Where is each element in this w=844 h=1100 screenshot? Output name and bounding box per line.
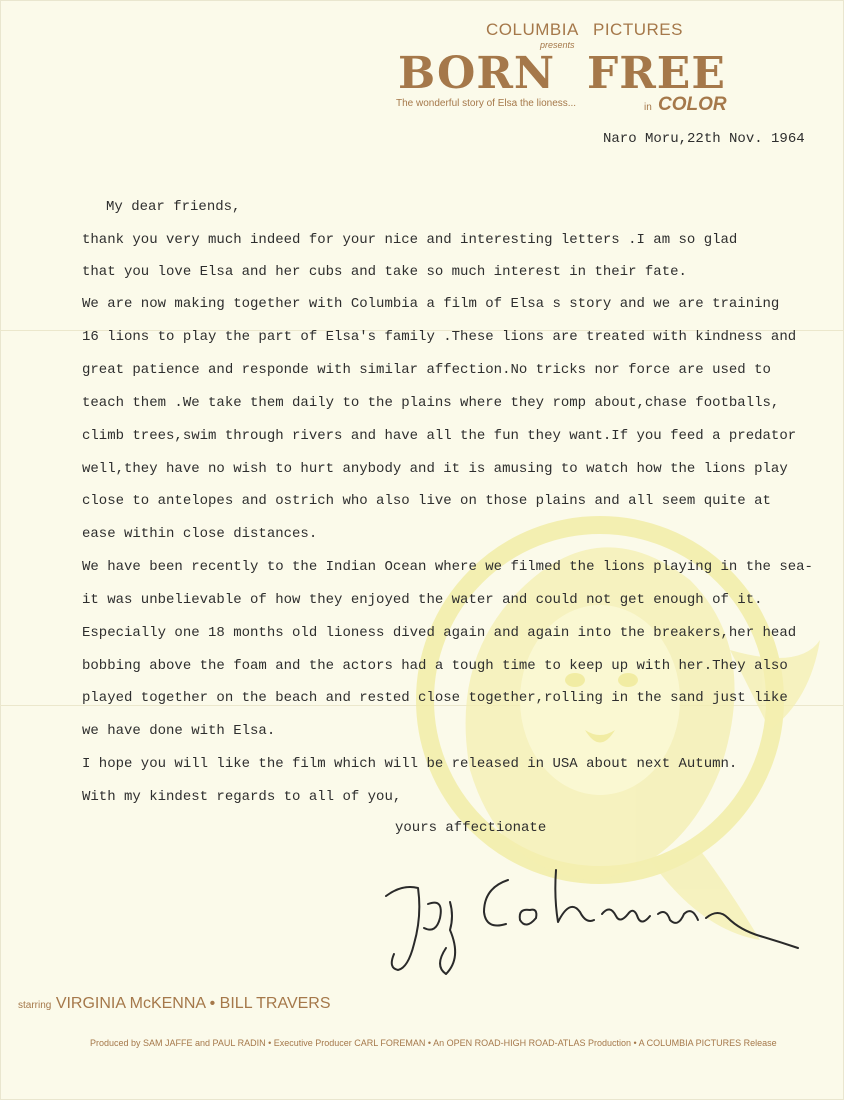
letter-line: bobbing above the foam and the actors had a tough time to keep up with her.They also (82, 658, 788, 674)
handwritten-signature (380, 858, 810, 983)
film-title-free: FREE (587, 48, 726, 99)
letter-line: climb trees,swim through rivers and have all the fun they want.If you feed a predator (82, 428, 797, 444)
letter-line: I hope you will like the film which will be released in USA about next Autumn. (82, 756, 738, 772)
letter-line: 16 lions to play the part of Elsa's family .These lions are treated with kindness and (82, 329, 797, 345)
letter-line: played together on the beach and rested close together,rolling in the sand just like (82, 690, 788, 706)
in-text: in (644, 102, 652, 113)
color-text: COLOR (658, 94, 727, 115)
starring-label: starring (18, 1000, 52, 1011)
letter-salutation: My dear friends, (106, 199, 241, 215)
letter-line: teach them .We take them daily to the plains where they romp about,chase footballs, (82, 395, 780, 411)
company-name-left: COLUMBIA (486, 20, 579, 39)
letter-line: great patience and responde with similar affection.No tricks nor force are used to (82, 362, 771, 378)
company-name-right: PICTURES (593, 20, 683, 39)
film-tagline: The wonderful story of Elsa the lioness... (396, 98, 577, 109)
letter-line: close to antelopes and ostrich who also live on those plains and all seem quite at (82, 493, 771, 509)
production-credits: Produced by SAM JAFFE and PAUL RADIN • Executive Producer CARL FOREMAN • An OPEN ROAD-HIGH ROAD-ATLAS Production • A COLUMBIA PICTURES Release (90, 1038, 777, 1048)
letter-closing: yours affectionate (395, 820, 547, 836)
letter-line: We have been recently to the Indian Ocean where we filmed the lions playing in the sea- (82, 559, 813, 575)
presents-text: presents (540, 40, 575, 50)
letter-line: ease within close distances. (82, 526, 318, 542)
film-title-born: BORN (398, 48, 556, 99)
letterhead (390, 18, 770, 118)
letter-line: With my kindest regards to all of you, (82, 789, 402, 805)
letter-line: we have done with Elsa. (82, 723, 276, 739)
letter-line: Especially one 18 months old lioness dived again and again into the breakers,her head (82, 625, 797, 641)
starring-credits (18, 995, 331, 1013)
letter-line: it was unbelievable of how they enjoyed the water and could not get enough of it. (82, 592, 763, 608)
letter-date: Naro Moru,22th Nov. 1964 (603, 131, 805, 147)
letter-line: thank you very much indeed for your nice and interesting letters .I am so glad (82, 232, 738, 248)
letter-line: We are now making together with Columbia a film of Elsa s story and we are training (82, 296, 780, 312)
letter-line: well,they have no wish to hurt anybody and it is amusing to watch how the lions play (82, 461, 788, 477)
starring-names: VIRGINIA McKENNA • BILL TRAVERS (55, 995, 331, 1012)
letter-line: that you love Elsa and her cubs and take so much interest in their fate. (82, 264, 687, 280)
